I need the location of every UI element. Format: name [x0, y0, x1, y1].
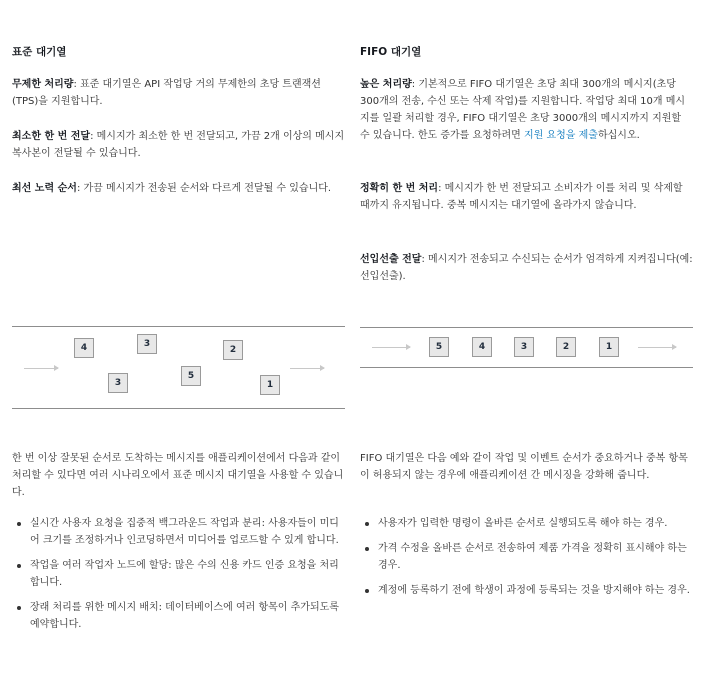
- message-box: 4: [74, 338, 94, 358]
- standard-use-intro: 한 번 이상 잘못된 순서로 도착하는 메시지를 애플리케이션에서 다음과 같이 처리할 수 있다면 여러 시나리오에서 표준 메시지 대기열을 사용할 수 있습니다.: [12, 453, 344, 498]
- list-item: 사용자가 입력한 명령이 올바른 순서로 실행되도록 해야 하는 경우.: [360, 515, 693, 532]
- feature-text: : 메시지가 한 번 전달되고 소비자가 이를 처리 및 삭제할 때까지 유지됩니다. 중복 메시지는 대기열에 올라가지 않습니다.: [360, 183, 683, 211]
- feature-label: 최소한 한 번 전달: [12, 131, 91, 142]
- feature-best-effort-ordering: [12, 180, 345, 197]
- standard-queue-diagram: [12, 326, 345, 406]
- message-box: 4: [472, 337, 492, 357]
- message-box: 2: [556, 337, 576, 357]
- feature-label: 선입선출 전달: [360, 254, 422, 265]
- fifo-use-intro: FIFO 대기열은 다음 예와 같이 작업 및 이벤트 순서가 중요하거나 중복 항목이 허용되지 않는 경우에 애플리케이션 간 메시징을 강화해 줍니다.: [360, 453, 688, 481]
- feature-text: : 메시지가 최소한 한 번 전달되고, 가끔 2개 이상의 메시지 복사본이 전달될 수 있습니다.: [12, 131, 345, 159]
- outgoing-arrow-icon: [638, 347, 676, 348]
- feature-exactly-once: [360, 180, 693, 214]
- fifo-queue-title: FIFO 대기열: [360, 46, 422, 58]
- feature-label: 무제한 처리량: [12, 79, 74, 90]
- support-request-link[interactable]: 지원 요청을 제출: [523, 130, 598, 141]
- list-item: 실시간 사용자 요청을 집중적 백그라운드 작업과 분리: 사용자들이 미디어 크기를 조정하거나 인코딩하면서 미디어를 업로드할 수 있게 합니다.: [12, 515, 345, 549]
- fifo-use-case-list: [360, 515, 693, 607]
- list-item: 작업을 여러 작업자 노드에 할당: 많은 수의 신용 카드 인증 요청을 처리합니다.: [12, 557, 345, 591]
- list-item: 장래 처리를 위한 메시지 배치: 데이터베이스에 여러 항목이 추가되도록 예약합니다.: [12, 599, 345, 633]
- feature-unlimited-throughput: [12, 76, 345, 110]
- standard-queue-title: 표준 대기열: [12, 46, 67, 58]
- message-box: 3: [514, 337, 534, 357]
- diagram-top-border: [360, 327, 693, 328]
- feature-at-least-once: [12, 128, 345, 162]
- feature-label: 높은 처리량: [360, 79, 412, 90]
- message-box: 1: [599, 337, 619, 357]
- feature-text-end: 하십시오.: [597, 130, 640, 141]
- outgoing-arrow-icon: [290, 368, 324, 369]
- diagram-top-border: [12, 326, 345, 327]
- feature-text: : 기본적으로 FIFO 대기열은 초당 최대 300개의 메시지(초당 300개의 전송, 수신 또는 삭제 작업)를 지원합니다. 작업당 최대 10개 메시지를 일괄 처리할 경우, FIFO 대기열은 초당 3000개의 메시지까지 지원할 수 있습니다. 한도 증가를 요청하려면: [360, 79, 686, 141]
- feature-text: : 가끔 메시지가 전송된 순서와 다르게 전달될 수 있습니다.: [76, 183, 332, 194]
- message-box: 1: [260, 375, 280, 395]
- list-item: 가격 수정을 올바른 순서로 전송하여 제품 가격을 정확히 표시해야 하는 경우.: [360, 540, 693, 574]
- list-item: 계정에 등록하기 전에 학생이 과정에 등록되는 것을 방지해야 하는 경우.: [360, 582, 693, 599]
- feature-label: 정확히 한 번 처리: [360, 183, 439, 194]
- message-box: 5: [181, 366, 201, 386]
- message-box: 2: [223, 340, 243, 360]
- feature-text: : 메시지가 전송되고 수신되는 순서가 엄격하게 지켜집니다(예: 선입선출).: [360, 254, 693, 282]
- incoming-arrow-icon: [372, 347, 410, 348]
- fifo-queue-diagram: [360, 327, 693, 407]
- feature-high-throughput: [360, 76, 693, 144]
- message-box: 5: [429, 337, 449, 357]
- incoming-arrow-icon: [24, 368, 58, 369]
- diagram-bottom-border: [360, 367, 693, 368]
- feature-label: 최선 노력 순서: [12, 183, 77, 194]
- message-box: 3: [137, 334, 157, 354]
- diagram-bottom-border: [12, 408, 345, 409]
- feature-fifo-delivery: [360, 251, 693, 285]
- feature-text: : 표준 대기열은 API 작업당 거의 무제한의 초당 트랜잭션(TPS)을 지원합니다.: [12, 79, 321, 107]
- standard-use-case-list: [12, 515, 345, 641]
- message-box: 3: [108, 373, 128, 393]
